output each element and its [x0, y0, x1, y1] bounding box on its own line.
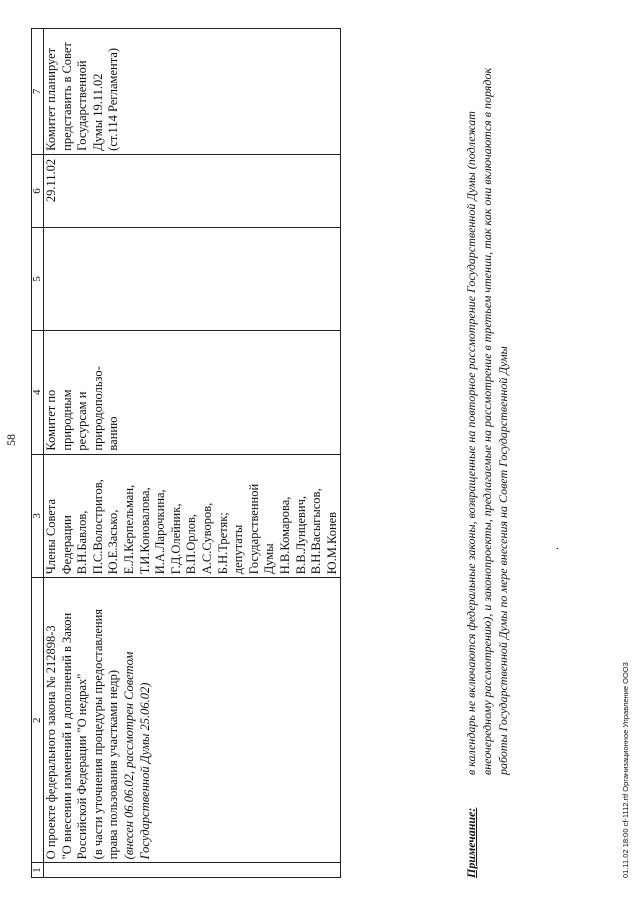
submission-info-line: Государственной Думы 25.06.02): [137, 682, 152, 860]
table-row: [44, 29, 341, 878]
initiator-line: В.Н.Бавлов,: [75, 510, 90, 575]
note-line: внеочередному рассмотрению), и законопроекты, предлагаемые на рассмотрение в третьем чтении, так как они включаются в порядок: [480, 67, 494, 775]
initiator-line: В.П.Орлов,: [184, 513, 199, 575]
committee-line: Комитет по: [44, 389, 58, 451]
initiator-line: Г.Д.Олейник,: [168, 503, 183, 575]
initiator-line: Члены Совета: [44, 498, 58, 575]
page-number: 58: [4, 434, 18, 446]
committee-line: природным: [59, 389, 74, 451]
stray-dot: .: [547, 547, 561, 550]
committee-line: природопользо-: [90, 366, 105, 451]
column-number: 5: [32, 228, 44, 331]
committee-cell: [44, 330, 341, 454]
footer-text: 01.11.02 18:00 сf-1112.rtf Организационное Управление ООО3: [621, 662, 630, 878]
column-number: 6: [32, 154, 44, 227]
comment-line: представить в Совет: [59, 42, 74, 151]
law-title-line: Российской Федерации "О недрах": [75, 673, 90, 860]
comment-line: Государственной: [75, 60, 90, 151]
column-number: 7: [32, 29, 44, 155]
initiator-line: И.А.Ларочкина,: [153, 489, 168, 575]
date-cell: 29.11.02: [44, 154, 341, 227]
initiator-line: Т.И.Коновалова,: [137, 487, 152, 575]
note-label: Примечание:: [464, 807, 478, 878]
law-title-line: права пользования участками недр): [106, 669, 121, 860]
initiator-line: Федерации: [59, 515, 74, 575]
comment-line: Комитет планирует: [44, 47, 58, 151]
column-5-cell: [44, 228, 341, 331]
initiator-line: депутаты: [231, 524, 246, 575]
initiator-line: В.Н.Васыгысов,: [309, 488, 324, 575]
column-number: 3: [32, 454, 44, 578]
note-line: в календарь не включаются федеральные законы, возвращенные на повторное рассмотрение Государственной Думы (подлежат: [464, 111, 478, 775]
comment-line: Думы 19.11.02: [90, 73, 105, 151]
submission-info-line: (внесен 06.06.02, рассмотрен Советом: [121, 651, 136, 860]
column-number: 4: [32, 330, 44, 454]
law-title-line: О проекте федерального закона № 212898-3: [44, 625, 58, 860]
law-title-line: (в части уточнения процедуры предоставления: [90, 608, 105, 860]
initiator-line: Н.В.Комарова,: [277, 496, 292, 575]
initiator-line: Государственной: [246, 483, 261, 575]
row-number-cell: [44, 863, 341, 878]
law-title-line: "О внесении изменений и дополнений в Закон: [59, 612, 74, 860]
committee-line: ванию: [106, 416, 121, 451]
comment-line: (ст.114 Регламента): [106, 47, 121, 151]
initiator-line: Е.Л.Керпельман,: [121, 484, 136, 575]
initiator-line: П.С.Волостригов,: [90, 479, 105, 575]
comment-cell: [44, 29, 341, 155]
initiator-line: Ю.М.Конев: [324, 511, 339, 575]
initiator-line: Ю.Е.Засько,: [106, 509, 121, 575]
agenda-table: [31, 28, 341, 878]
initiators-cell: [44, 454, 341, 578]
column-number: 2: [32, 578, 44, 863]
initiator-line: Думы: [262, 543, 277, 575]
law-title-cell: [44, 578, 341, 863]
initiator-line: А.С.Суворов,: [199, 502, 214, 575]
initiator-line: Б.Н.Третяк;: [215, 512, 230, 575]
committee-line: ресурсам и: [75, 391, 90, 451]
column-number: 1: [32, 863, 44, 878]
note-line: работы Государственной Думы по мере внесения на Совет Государственной Думы: [496, 346, 510, 775]
note-text: [463, 15, 511, 775]
column-number-row: [32, 29, 44, 878]
initiator-line: В.В.Лунцевич,: [293, 495, 308, 575]
